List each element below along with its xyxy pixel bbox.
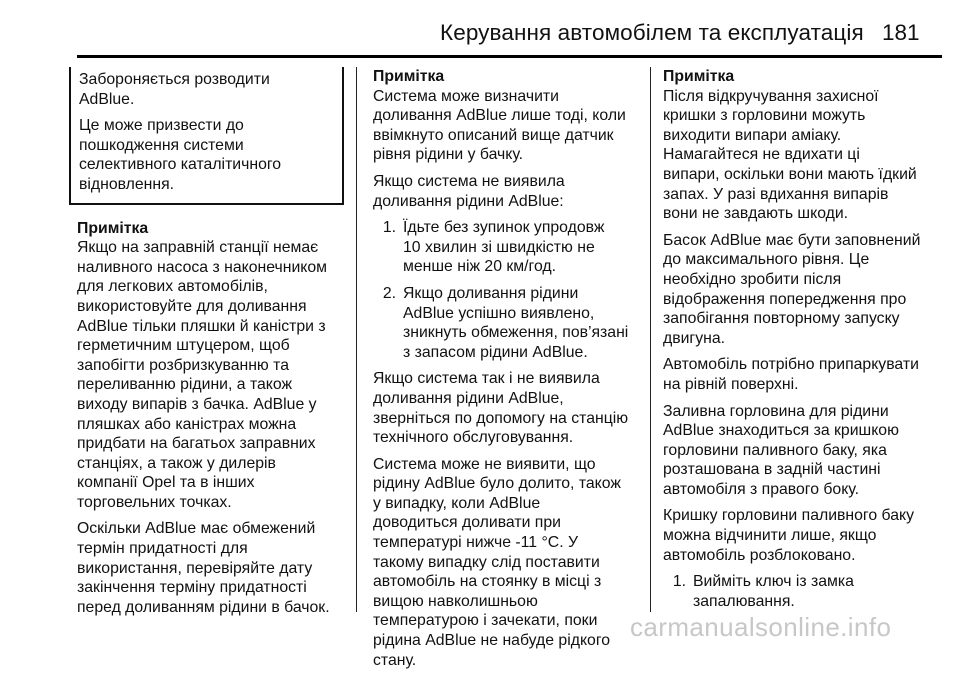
text-line: термін придатності для	[77, 540, 248, 558]
text-line: зверніться по допомогу на станцію	[373, 409, 629, 427]
text-line: компанії Opel та в інших	[77, 474, 255, 492]
text-line: пляшках або каністрах можна	[77, 415, 297, 433]
note-paragraph	[663, 87, 935, 224]
text-line: селективного каталітичного	[79, 156, 282, 174]
text-line: торговельних точках.	[77, 493, 232, 511]
list-body	[403, 284, 635, 362]
text-line: рідину AdBlue було долито, також	[373, 475, 621, 493]
text-line: станціях, а також у дилерів	[77, 454, 276, 472]
text-line: використання, перевіряйте дату	[77, 559, 313, 577]
warning-paragraph	[79, 70, 334, 109]
text-line: Автомобіль потрібно припаркувати	[663, 356, 919, 374]
text-line: автомобіля з правого боку.	[663, 480, 860, 498]
text-line: температурою і зачекати, поки	[373, 612, 598, 630]
list-number: 2.	[382, 284, 396, 302]
text-line: температурі нижче -11 °C. У	[373, 534, 579, 552]
text-line: відображення попередження про	[663, 290, 907, 308]
text-line: Якщо доливання рідини	[403, 284, 579, 302]
note-title: Примітка	[77, 219, 149, 237]
text-line: Якщо на заправній станції немає	[77, 239, 319, 257]
text-line: виходу випарів з бачка. AdBlue у	[77, 395, 317, 413]
paragraph	[77, 519, 347, 617]
text-line: AdBlue тільки пляшки й каністри з	[77, 317, 326, 335]
column-middle	[373, 67, 635, 677]
text-line: Вийміть ключ із замка	[693, 573, 854, 591]
text-line: наливного насоса з наконечником	[77, 258, 327, 276]
text-line: ввімкнуто описаний вище датчик	[373, 126, 614, 144]
paragraph	[373, 172, 635, 211]
warning-box	[69, 67, 344, 205]
list-number: 1.	[382, 219, 396, 237]
list-item	[373, 218, 635, 277]
text-line: запобігти розбризкуванню та	[77, 356, 290, 374]
text-line: для легкових автомобілів,	[77, 278, 268, 296]
page-title: Керування автомобілем та експлуатація	[440, 20, 864, 45]
text-line: доливання AdBlue лише тоді, коли	[373, 107, 626, 125]
list-body	[403, 218, 635, 277]
watermark: carmanualsonline.info	[630, 612, 892, 642]
text-line: AdBlue знаходиться за кришкою	[663, 422, 899, 440]
column-left	[77, 67, 347, 624]
paragraph	[373, 455, 635, 671]
text-line: виходити випари аміаку.	[663, 126, 842, 144]
note-title: Примітка	[373, 68, 445, 85]
text-line: необхідно зробити після	[663, 270, 842, 288]
text-line: придбати на багатьох заправних	[77, 435, 316, 453]
text-line: зникнуть обмеження, пов’язані	[403, 324, 629, 342]
text-line: вони не завдають шкоди.	[663, 205, 849, 223]
text-line: Це може призвести до	[79, 117, 244, 135]
paragraph	[373, 87, 635, 165]
text-line: рідина AdBlue не набуде рідкого	[373, 632, 611, 650]
column-right	[663, 67, 935, 618]
text-line: запалювання.	[693, 592, 795, 610]
text-line: Після відкручування захисної	[663, 87, 879, 105]
text-line: випари, оскільки вони мають їдкий	[663, 165, 917, 183]
text-line: доводиться доливати при	[373, 514, 561, 532]
text-line: доливання рідини AdBlue,	[373, 389, 564, 407]
page-number: 181	[882, 20, 920, 45]
text-line: Забороняється розводити	[79, 71, 270, 88]
text-line: двигуна.	[663, 329, 725, 347]
text-line: до максимального рівня. Це	[663, 251, 870, 269]
note-title: Примітка	[663, 68, 735, 85]
text-line: розташована в задній частині	[663, 461, 881, 479]
paragraph	[663, 355, 935, 394]
text-line: Басок AdBlue має бути заповнений	[663, 231, 921, 249]
text-line: менше ніж 20 км/год.	[403, 258, 556, 276]
text-line: стану.	[373, 651, 417, 669]
text-line: запах. У разі вдихання випарів	[663, 185, 889, 203]
header-rule	[77, 55, 942, 58]
text-line: з запасом рідини AdBlue.	[403, 343, 588, 361]
text-line: 10 хвилин зі швидкістю не	[403, 238, 595, 256]
text-line: Заливна горловина для рідини	[663, 402, 889, 420]
warning-paragraph	[79, 116, 334, 194]
paragraph	[77, 238, 347, 512]
text-line: перед доливанням рідини в бачок.	[77, 598, 330, 616]
text-line: на рівній поверхні.	[663, 375, 799, 393]
paragraph	[663, 506, 935, 565]
text-line: AdBlue успішно виявлено,	[403, 304, 595, 322]
text-line: Система може визначити	[373, 87, 559, 105]
text-line: автомобіль розблоковано.	[663, 546, 856, 564]
text-line: Оскільки AdBlue має обмежений	[77, 520, 316, 538]
column-divider-right	[650, 67, 651, 612]
text-line: доливання рідини AdBlue:	[373, 192, 564, 210]
text-line: автомобіль на стоянку в місці з	[373, 573, 602, 591]
text-line: пошкодження системи	[79, 136, 244, 154]
text-line: герметичним штуцером, щоб	[77, 337, 290, 355]
note-section	[77, 219, 347, 618]
text-line: AdBlue.	[79, 90, 135, 108]
text-line: у випадку, коли AdBlue	[373, 494, 541, 512]
paragraph	[663, 231, 935, 349]
text-line: закінчення терміну придатності	[77, 579, 307, 597]
text-line: горловини паливного баку, яка	[663, 441, 887, 459]
text-line: технічного обслуговування.	[373, 429, 574, 447]
paragraph	[373, 369, 635, 447]
text-line: вищою навколишньою	[373, 592, 538, 610]
list-number: 1.	[672, 573, 686, 591]
text-line: використовуйте для доливання	[77, 297, 307, 315]
text-line: Кришку горловини паливного баку	[663, 507, 914, 525]
list-item	[663, 572, 935, 611]
paragraph	[663, 402, 935, 500]
text-line: можна відчинити лише, якщо	[663, 527, 877, 545]
text-line: запобігання повторному запуску	[663, 310, 900, 328]
text-line: Система може не виявити, що	[373, 455, 596, 473]
list-body	[693, 572, 935, 611]
text-line: Якщо система так і не виявила	[373, 370, 600, 388]
list-item	[373, 284, 635, 362]
text-line: кришки з горловини можуть	[663, 107, 866, 125]
column-divider-left	[356, 67, 357, 612]
text-line: Якщо система не виявила	[373, 172, 565, 190]
text-line: рівня рідини у бачку.	[373, 146, 524, 164]
text-line: такому випадку слід поставити	[373, 553, 600, 571]
text-line: Їдьте без зупинок упродовж	[403, 219, 605, 237]
text-line: переливанню рідини, а також	[77, 376, 293, 394]
text-line: відновлення.	[79, 175, 175, 193]
text-line: Намагайтеся не вдихати ці	[663, 146, 860, 164]
